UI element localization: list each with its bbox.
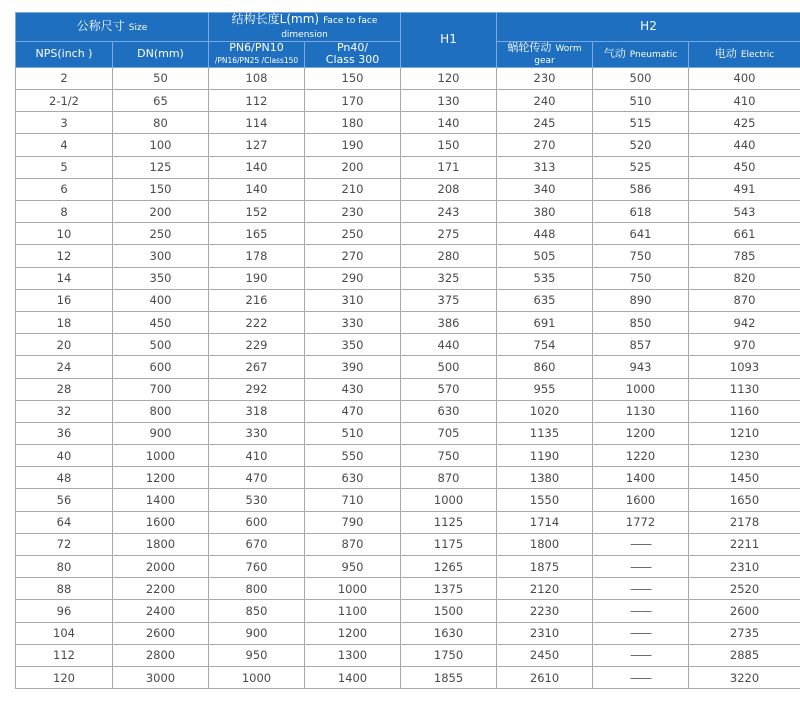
table-row <box>16 467 800 489</box>
cell-nps: 2-1/2 <box>16 90 113 112</box>
cell-dn: 2000 <box>113 556 209 578</box>
cell-h2-electric: 400 <box>689 67 800 89</box>
cell-face-to-face-pn16: 165 <box>209 223 305 245</box>
cell-face-to-face-class300: 470 <box>305 400 401 422</box>
cell-h2-pneumatic: 943 <box>593 356 689 378</box>
cell-face-to-face-class300: 950 <box>305 556 401 578</box>
cell-dn: 1400 <box>113 489 209 511</box>
table-row <box>16 489 800 511</box>
cell-face-to-face-pn16: 900 <box>209 622 305 644</box>
table-row <box>16 334 800 356</box>
cell-nps: 56 <box>16 489 113 511</box>
cell-face-to-face-pn16: 178 <box>209 245 305 267</box>
cell-h1: 1265 <box>401 556 497 578</box>
size-header-en: Size <box>128 22 148 33</box>
table-row <box>16 511 800 533</box>
cell-h2-electric: 425 <box>689 112 800 134</box>
cell-nps: 8 <box>16 201 113 223</box>
cell-dn: 125 <box>113 156 209 178</box>
cell-nps: 28 <box>16 378 113 400</box>
cell-dn: 2600 <box>113 622 209 644</box>
cell-dn: 600 <box>113 356 209 378</box>
cell-dn: 900 <box>113 422 209 444</box>
cell-h2-worm-gear: 2310 <box>497 622 593 644</box>
cell-h2-worm-gear: 1800 <box>497 533 593 555</box>
face-to-face-header-en: Face to face dimension <box>281 16 378 40</box>
pn-class150-line1: PN6/PN10 <box>229 40 284 54</box>
cell-h2-pneumatic: —— <box>593 622 689 644</box>
cell-h1: 1000 <box>401 489 497 511</box>
cell-h1: 1125 <box>401 511 497 533</box>
cell-nps: 16 <box>16 289 113 311</box>
cell-h2-worm-gear: 2450 <box>497 644 593 666</box>
cell-h2-electric: 2310 <box>689 556 800 578</box>
cell-h2-electric: 1230 <box>689 445 800 467</box>
cell-h2-worm-gear: 1550 <box>497 489 593 511</box>
cell-h2-electric: 1160 <box>689 400 800 422</box>
cell-dn: 3000 <box>113 666 209 688</box>
cell-h2-worm-gear: 1135 <box>497 422 593 444</box>
cell-h2-pneumatic: —— <box>593 600 689 622</box>
cell-nps: 2 <box>16 67 113 89</box>
cell-face-to-face-pn16: 470 <box>209 467 305 489</box>
cell-face-to-face-pn16: 140 <box>209 156 305 178</box>
face-to-face-header <box>209 13 401 42</box>
cell-h2-pneumatic: 641 <box>593 223 689 245</box>
table-row <box>16 134 800 156</box>
table-row <box>16 223 800 245</box>
cell-h2-electric: 2885 <box>689 644 800 666</box>
cell-dn: 1800 <box>113 533 209 555</box>
cell-h2-pneumatic: —— <box>593 556 689 578</box>
table-row <box>16 289 800 311</box>
cell-h1: 140 <box>401 112 497 134</box>
cell-h2-electric: 491 <box>689 178 800 200</box>
cell-dn: 65 <box>113 90 209 112</box>
cell-h2-electric: 2178 <box>689 511 800 533</box>
cell-h2-pneumatic: 510 <box>593 90 689 112</box>
cell-h1: 120 <box>401 67 497 89</box>
cell-face-to-face-class300: 1400 <box>305 666 401 688</box>
cell-face-to-face-class300: 230 <box>305 201 401 223</box>
table-row <box>16 311 800 333</box>
cell-face-to-face-class300: 510 <box>305 422 401 444</box>
table-row <box>16 600 800 622</box>
cell-h2-worm-gear: 535 <box>497 267 593 289</box>
cell-nps: 14 <box>16 267 113 289</box>
cell-face-to-face-class300: 170 <box>305 90 401 112</box>
cell-face-to-face-pn16: 292 <box>209 378 305 400</box>
cell-h1: 150 <box>401 134 497 156</box>
cell-dn: 500 <box>113 334 209 356</box>
electric-en: Electric <box>740 49 775 60</box>
cell-face-to-face-pn16: 152 <box>209 201 305 223</box>
cell-face-to-face-class300: 290 <box>305 267 401 289</box>
cell-face-to-face-pn16: 1000 <box>209 666 305 688</box>
cell-h1: 870 <box>401 467 497 489</box>
cell-face-to-face-class300: 350 <box>305 334 401 356</box>
cell-h1: 500 <box>401 356 497 378</box>
cell-h1: 275 <box>401 223 497 245</box>
cell-face-to-face-pn16: 267 <box>209 356 305 378</box>
pneumatic-en: Pneumatic <box>629 49 678 60</box>
worm-gear-zh: 蜗轮传动 <box>507 40 552 54</box>
table-row <box>16 112 800 134</box>
cell-h1: 1855 <box>401 666 497 688</box>
table-row <box>16 356 800 378</box>
table-row <box>16 622 800 644</box>
cell-dn: 450 <box>113 311 209 333</box>
cell-face-to-face-pn16: 114 <box>209 112 305 134</box>
table-row <box>16 445 800 467</box>
cell-h1: 1630 <box>401 622 497 644</box>
cell-h2-pneumatic: 520 <box>593 134 689 156</box>
cell-nps: 24 <box>16 356 113 378</box>
cell-nps: 5 <box>16 156 113 178</box>
cell-h2-pneumatic: 1220 <box>593 445 689 467</box>
cell-h2-worm-gear: 270 <box>497 134 593 156</box>
cell-h2-worm-gear: 635 <box>497 289 593 311</box>
cell-face-to-face-class300: 310 <box>305 289 401 311</box>
table-row <box>16 67 800 89</box>
cell-nps: 40 <box>16 445 113 467</box>
cell-h2-electric: 970 <box>689 334 800 356</box>
cell-nps: 10 <box>16 223 113 245</box>
table-row <box>16 90 800 112</box>
cell-dn: 100 <box>113 134 209 156</box>
cell-nps: 3 <box>16 112 113 134</box>
cell-h2-electric: 1210 <box>689 422 800 444</box>
cell-h1: 1750 <box>401 644 497 666</box>
header-row-top <box>16 13 800 42</box>
cell-face-to-face-pn16: 670 <box>209 533 305 555</box>
cell-h2-worm-gear: 2120 <box>497 578 593 600</box>
cell-h2-worm-gear: 860 <box>497 356 593 378</box>
cell-nps: 80 <box>16 556 113 578</box>
cell-nps: 88 <box>16 578 113 600</box>
cell-h2-pneumatic: —— <box>593 644 689 666</box>
cell-nps: 20 <box>16 334 113 356</box>
cell-nps: 48 <box>16 467 113 489</box>
pn40-class300-line2: Class 300 <box>325 53 380 67</box>
cell-h2-worm-gear: 754 <box>497 334 593 356</box>
cell-h2-worm-gear: 955 <box>497 378 593 400</box>
table-row <box>16 533 800 555</box>
table-row <box>16 556 800 578</box>
cell-dn: 2800 <box>113 644 209 666</box>
cell-h2-worm-gear: 380 <box>497 201 593 223</box>
cell-face-to-face-class300: 200 <box>305 156 401 178</box>
cell-h2-electric: 3220 <box>689 666 800 688</box>
table-body <box>16 67 800 688</box>
cell-nps: 72 <box>16 533 113 555</box>
cell-h2-electric: 661 <box>689 223 800 245</box>
h1-header: H1 <box>401 13 497 68</box>
cell-h2-electric: 942 <box>689 311 800 333</box>
cell-h1: 280 <box>401 245 497 267</box>
cell-h2-pneumatic: 1600 <box>593 489 689 511</box>
cell-face-to-face-class300: 1200 <box>305 622 401 644</box>
cell-face-to-face-class300: 150 <box>305 67 401 89</box>
cell-dn: 350 <box>113 267 209 289</box>
cell-h2-electric: 543 <box>689 201 800 223</box>
cell-face-to-face-pn16: 112 <box>209 90 305 112</box>
cell-h1: 208 <box>401 178 497 200</box>
pn40-class300-line1: Pn40/ <box>336 40 369 54</box>
worm-gear-en: Worm gear <box>534 43 582 67</box>
cell-h2-worm-gear: 245 <box>497 112 593 134</box>
cell-h2-electric: 870 <box>689 289 800 311</box>
cell-h2-pneumatic: 857 <box>593 334 689 356</box>
cell-nps: 96 <box>16 600 113 622</box>
cell-h2-pneumatic: 1200 <box>593 422 689 444</box>
cell-h2-electric: 1130 <box>689 378 800 400</box>
cell-dn: 800 <box>113 400 209 422</box>
h2-header: H2 <box>497 13 800 42</box>
cell-h2-electric: 440 <box>689 134 800 156</box>
size-header-zh: 公称尺寸 <box>76 18 125 33</box>
cell-face-to-face-class300: 710 <box>305 489 401 511</box>
cell-h2-electric: 2520 <box>689 578 800 600</box>
cell-face-to-face-class300: 630 <box>305 467 401 489</box>
cell-h2-electric: 410 <box>689 90 800 112</box>
cell-h2-worm-gear: 230 <box>497 67 593 89</box>
cell-dn: 150 <box>113 178 209 200</box>
cell-h2-electric: 1650 <box>689 489 800 511</box>
cell-nps: 64 <box>16 511 113 533</box>
cell-h2-electric: 450 <box>689 156 800 178</box>
pn-class150-line2: /PN16/PN25 /Class150 <box>214 56 299 66</box>
cell-h2-pneumatic: 500 <box>593 67 689 89</box>
cell-dn: 1000 <box>113 445 209 467</box>
cell-dn: 700 <box>113 378 209 400</box>
cell-face-to-face-pn16: 950 <box>209 644 305 666</box>
cell-h2-electric: 785 <box>689 245 800 267</box>
cell-dn: 2200 <box>113 578 209 600</box>
cell-face-to-face-pn16: 850 <box>209 600 305 622</box>
cell-face-to-face-pn16: 410 <box>209 445 305 467</box>
cell-h2-pneumatic: 750 <box>593 245 689 267</box>
cell-h2-pneumatic: 515 <box>593 112 689 134</box>
electric-header <box>689 41 800 67</box>
cell-h2-worm-gear: 340 <box>497 178 593 200</box>
cell-nps: 32 <box>16 400 113 422</box>
cell-h2-worm-gear: 1875 <box>497 556 593 578</box>
dimension-table <box>15 12 800 689</box>
cell-face-to-face-class300: 190 <box>305 134 401 156</box>
cell-h2-worm-gear: 1020 <box>497 400 593 422</box>
cell-dn: 1600 <box>113 511 209 533</box>
cell-nps: 18 <box>16 311 113 333</box>
cell-face-to-face-pn16: 222 <box>209 311 305 333</box>
cell-face-to-face-class300: 1300 <box>305 644 401 666</box>
cell-h1: 386 <box>401 311 497 333</box>
cell-nps: 104 <box>16 622 113 644</box>
cell-dn: 250 <box>113 223 209 245</box>
cell-h2-electric: 2600 <box>689 600 800 622</box>
cell-face-to-face-pn16: 108 <box>209 67 305 89</box>
table-row <box>16 578 800 600</box>
cell-h1: 130 <box>401 90 497 112</box>
table-row <box>16 201 800 223</box>
table-row <box>16 178 800 200</box>
cell-h2-electric: 1093 <box>689 356 800 378</box>
cell-nps: 12 <box>16 245 113 267</box>
cell-h2-pneumatic: 618 <box>593 201 689 223</box>
cell-face-to-face-class300: 430 <box>305 378 401 400</box>
cell-face-to-face-class300: 330 <box>305 311 401 333</box>
cell-dn: 80 <box>113 112 209 134</box>
cell-h2-worm-gear: 505 <box>497 245 593 267</box>
table-row <box>16 378 800 400</box>
table-row <box>16 267 800 289</box>
cell-h2-worm-gear: 313 <box>497 156 593 178</box>
cell-nps: 36 <box>16 422 113 444</box>
cell-h2-pneumatic: 1772 <box>593 511 689 533</box>
table-row <box>16 422 800 444</box>
cell-dn: 2400 <box>113 600 209 622</box>
face-to-face-header-zh: 结构长度L(mm) <box>231 12 320 26</box>
cell-face-to-face-pn16: 190 <box>209 267 305 289</box>
cell-h1: 750 <box>401 445 497 467</box>
cell-h1: 570 <box>401 378 497 400</box>
cell-h1: 1375 <box>401 578 497 600</box>
cell-h1: 1500 <box>401 600 497 622</box>
table-row <box>16 666 800 688</box>
cell-h1: 1175 <box>401 533 497 555</box>
cell-h2-pneumatic: —— <box>593 533 689 555</box>
nps-header: NPS(inch ) <box>16 41 113 67</box>
cell-h2-electric: 2735 <box>689 622 800 644</box>
electric-zh: 电动 <box>714 46 737 60</box>
pn40-class300-header <box>305 41 401 67</box>
cell-face-to-face-class300: 210 <box>305 178 401 200</box>
cell-face-to-face-pn16: 127 <box>209 134 305 156</box>
cell-face-to-face-class300: 1000 <box>305 578 401 600</box>
cell-h2-pneumatic: 850 <box>593 311 689 333</box>
cell-h2-electric: 2211 <box>689 533 800 555</box>
cell-h1: 171 <box>401 156 497 178</box>
cell-h2-worm-gear: 448 <box>497 223 593 245</box>
cell-h2-worm-gear: 240 <box>497 90 593 112</box>
cell-face-to-face-class300: 390 <box>305 356 401 378</box>
cell-dn: 200 <box>113 201 209 223</box>
cell-h1: 705 <box>401 422 497 444</box>
cell-h2-worm-gear: 2610 <box>497 666 593 688</box>
cell-face-to-face-pn16: 760 <box>209 556 305 578</box>
cell-h2-pneumatic: 890 <box>593 289 689 311</box>
cell-face-to-face-pn16: 330 <box>209 422 305 444</box>
cell-face-to-face-class300: 870 <box>305 533 401 555</box>
cell-h1: 630 <box>401 400 497 422</box>
cell-h2-pneumatic: —— <box>593 578 689 600</box>
cell-dn: 1200 <box>113 467 209 489</box>
cell-h1: 243 <box>401 201 497 223</box>
cell-nps: 4 <box>16 134 113 156</box>
cell-face-to-face-pn16: 216 <box>209 289 305 311</box>
cell-h2-worm-gear: 691 <box>497 311 593 333</box>
cell-h2-pneumatic: —— <box>593 666 689 688</box>
pn-class150-header <box>209 41 305 67</box>
cell-face-to-face-pn16: 229 <box>209 334 305 356</box>
cell-face-to-face-pn16: 800 <box>209 578 305 600</box>
dn-header: DN(mm) <box>113 41 209 67</box>
table-row <box>16 156 800 178</box>
cell-face-to-face-pn16: 318 <box>209 400 305 422</box>
cell-dn: 400 <box>113 289 209 311</box>
cell-h2-worm-gear: 2230 <box>497 600 593 622</box>
table-row <box>16 400 800 422</box>
cell-h2-pneumatic: 750 <box>593 267 689 289</box>
cell-face-to-face-class300: 790 <box>305 511 401 533</box>
cell-h2-worm-gear: 1714 <box>497 511 593 533</box>
size-header <box>16 13 209 42</box>
cell-nps: 6 <box>16 178 113 200</box>
cell-h2-pneumatic: 1130 <box>593 400 689 422</box>
cell-face-to-face-class300: 550 <box>305 445 401 467</box>
cell-h2-electric: 1450 <box>689 467 800 489</box>
cell-face-to-face-pn16: 530 <box>209 489 305 511</box>
cell-face-to-face-class300: 270 <box>305 245 401 267</box>
cell-h2-electric: 820 <box>689 267 800 289</box>
cell-h2-worm-gear: 1190 <box>497 445 593 467</box>
cell-h1: 325 <box>401 267 497 289</box>
cell-dn: 50 <box>113 67 209 89</box>
pneumatic-header <box>593 41 689 67</box>
cell-h2-pneumatic: 1000 <box>593 378 689 400</box>
cell-h2-pneumatic: 586 <box>593 178 689 200</box>
pneumatic-zh: 气动 <box>603 46 626 60</box>
cell-face-to-face-pn16: 600 <box>209 511 305 533</box>
cell-nps: 112 <box>16 644 113 666</box>
cell-nps: 120 <box>16 666 113 688</box>
cell-face-to-face-class300: 1100 <box>305 600 401 622</box>
cell-h2-worm-gear: 1380 <box>497 467 593 489</box>
cell-face-to-face-class300: 180 <box>305 112 401 134</box>
cell-h1: 375 <box>401 289 497 311</box>
table-row <box>16 644 800 666</box>
worm-gear-header <box>497 41 593 67</box>
cell-h2-pneumatic: 1400 <box>593 467 689 489</box>
cell-dn: 300 <box>113 245 209 267</box>
cell-h1: 440 <box>401 334 497 356</box>
cell-h2-pneumatic: 525 <box>593 156 689 178</box>
cell-face-to-face-class300: 250 <box>305 223 401 245</box>
cell-face-to-face-pn16: 140 <box>209 178 305 200</box>
table-row <box>16 245 800 267</box>
